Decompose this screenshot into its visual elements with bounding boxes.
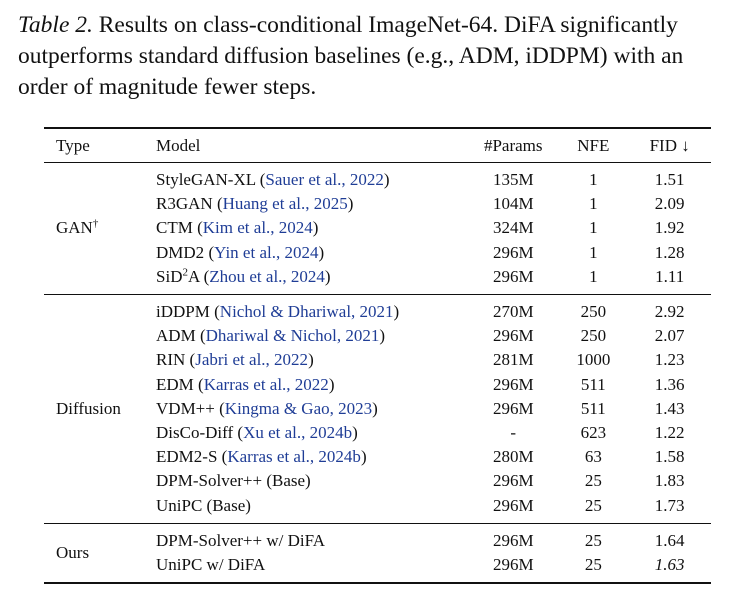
model-name: CTM <box>156 218 193 238</box>
nfe-cell: 1 <box>589 266 598 286</box>
type-label: Diffusion <box>56 398 121 418</box>
table-row <box>44 300 711 324</box>
citation-link[interactable]: Xu et al., 2024b <box>243 423 353 443</box>
params-cell: 324M <box>492 218 534 238</box>
model-name: R3GAN <box>156 194 213 214</box>
table-row <box>44 168 711 192</box>
model-cell <box>156 529 468 553</box>
model-cell: DMD2 (Yin et al., 2024) <box>156 242 325 262</box>
params-cell: 281M <box>492 350 534 370</box>
params-cell: 296M <box>492 374 534 394</box>
header-type: Type <box>56 136 90 155</box>
nfe-cell: 250 <box>580 302 607 322</box>
table-caption <box>18 10 730 103</box>
header-params: #Params <box>483 136 543 155</box>
citation-link[interactable]: Kingma & Gao, 2023 <box>224 398 373 418</box>
nfe-cell: 25 <box>584 471 602 491</box>
group-ours <box>44 523 711 583</box>
params-cell: 104M <box>492 194 534 214</box>
params-cell: 296M <box>492 471 534 491</box>
model-cell: R3GAN (Huang et al., 2025) <box>156 194 354 214</box>
nfe-cell: 25 <box>584 495 602 515</box>
model-name: EDM2-S <box>156 447 218 467</box>
fid-cell: 1.63 <box>654 555 685 575</box>
model-cell: VDM++ (Kingma & Gao, 2023) <box>156 398 378 418</box>
type-cell <box>44 300 156 518</box>
model-name: EDM <box>156 374 194 394</box>
params-cell: 280M <box>492 447 534 467</box>
model-cell <box>156 469 468 493</box>
model-cell <box>156 494 468 518</box>
model-name-superscript: 2 <box>182 266 188 279</box>
model-name: RIN <box>156 350 186 370</box>
model-cell: StyleGAN-XL (Sauer et al., 2022) <box>156 170 390 189</box>
model-cell <box>156 553 468 577</box>
model-name: ADM <box>156 326 196 346</box>
fid-cell: 1.83 <box>654 471 685 491</box>
model-cell: SiD$^2$A (Zhou et al., 2024) <box>156 266 331 286</box>
model-name: UniPC (Base) <box>156 495 251 515</box>
fid-cell: 1.51 <box>654 170 685 189</box>
params-cell: - <box>510 423 517 443</box>
model-name: DPM-Solver++ (Base) <box>156 471 311 491</box>
fid-cell: 1.28 <box>654 242 685 262</box>
header-row <box>44 128 711 163</box>
nfe-cell: 1 <box>589 170 598 189</box>
model-name: UniPC w/ DiFA <box>156 555 266 575</box>
citation-link[interactable]: Huang et al., 2025 <box>222 194 348 214</box>
params-cell: 296M <box>492 555 534 575</box>
citation-link[interactable]: Nichol & Dhariwal, 2021 <box>219 302 394 322</box>
citation-link[interactable]: Jabri et al., 2022 <box>195 350 309 370</box>
params-cell: 135M <box>492 170 534 189</box>
fid-cell: 1.73 <box>654 495 685 515</box>
type-label: GAN <box>56 218 93 238</box>
citation-link[interactable]: Yin et al., 2024 <box>214 242 319 262</box>
results-table-container <box>44 127 711 584</box>
model-name: iDDPM <box>156 302 210 322</box>
model-cell: RIN (Jabri et al., 2022) <box>156 350 314 370</box>
citation-link[interactable]: Sauer et al., 2022 <box>265 170 384 189</box>
header-fid: FID ↓ <box>649 136 690 155</box>
model-cell: iDDPM (Nichol & Dhariwal, 2021) <box>156 302 400 322</box>
model-name: DisCo-Diff <box>156 423 234 443</box>
group-diffusion <box>44 295 711 524</box>
model-name-part: A <box>187 266 200 286</box>
nfe-cell: 511 <box>580 398 606 418</box>
citation-link[interactable]: Kim et al., 2024 <box>202 218 313 238</box>
type-cell <box>44 529 156 577</box>
nfe-cell: 1000 <box>576 350 611 370</box>
model-cell: ADM (Dhariwal & Nichol, 2021) <box>156 326 386 346</box>
nfe-cell: 25 <box>584 530 602 550</box>
nfe-cell: 623 <box>580 423 607 443</box>
fid-cell: 1.11 <box>655 266 685 286</box>
params-cell: 296M <box>492 326 534 346</box>
params-cell: 296M <box>492 266 534 286</box>
nfe-cell: 1 <box>589 242 598 262</box>
nfe-cell: 25 <box>584 555 602 575</box>
fid-cell: 1.58 <box>654 447 685 467</box>
caption-label: Table 2. <box>18 12 93 38</box>
nfe-cell: 63 <box>584 447 602 467</box>
params-cell: 296M <box>492 495 534 515</box>
model-name <box>156 267 199 286</box>
citation-link[interactable]: Dhariwal & Nichol, 2021 <box>205 326 380 346</box>
nfe-cell: 511 <box>580 374 606 394</box>
nfe-cell: 1 <box>589 194 598 214</box>
header-model: Model <box>156 136 201 155</box>
header-nfe: NFE <box>577 136 610 155</box>
model-name: StyleGAN-XL <box>156 170 256 189</box>
citation-link[interactable]: Karras et al., 2024b <box>227 447 361 467</box>
type-superscript: † <box>92 217 99 230</box>
nfe-cell: 250 <box>580 326 607 346</box>
table-row <box>44 529 711 553</box>
results-table <box>44 127 711 584</box>
group-gan <box>44 163 711 295</box>
model-name-part: SiD <box>156 266 183 286</box>
model-cell: EDM (Karras et al., 2022) <box>156 374 335 394</box>
params-cell: 296M <box>492 242 534 262</box>
caption-text: Results on class-conditional ImageNet-64. DiFA significantly outperforms standard diffusion baselines (e.g., ADM, iDDPM) with an order of magnitude fewer steps. <box>18 12 684 100</box>
params-cell: 296M <box>492 530 534 550</box>
fid-cell: 1.22 <box>654 423 685 443</box>
model-name: DMD2 <box>156 242 205 262</box>
fid-cell: 2.07 <box>654 326 685 346</box>
type-label: Ours <box>56 542 90 562</box>
fid-cell: 1.43 <box>654 398 685 418</box>
model-cell: CTM (Kim et al., 2024) <box>156 218 319 238</box>
type-cell <box>44 168 156 289</box>
model-name: VDM++ <box>156 398 215 418</box>
fid-cell: 2.92 <box>654 302 685 322</box>
fid-cell: 1.36 <box>654 374 685 394</box>
fid-cell: 1.64 <box>654 530 685 550</box>
model-name: DPM-Solver++ w/ DiFA <box>156 530 326 550</box>
params-cell: 296M <box>492 398 534 418</box>
params-cell: 270M <box>492 302 534 322</box>
nfe-cell: 1 <box>589 218 598 238</box>
citation-link[interactable]: Zhou et al., 2024 <box>209 266 325 286</box>
fid-cell: 2.09 <box>654 194 685 214</box>
citation-link[interactable]: Karras et al., 2022 <box>203 374 329 394</box>
model-cell: EDM2-S (Karras et al., 2024b) <box>156 447 367 467</box>
fid-cell: 1.23 <box>654 350 685 370</box>
spacer-row <box>44 577 711 583</box>
fid-cell: 1.92 <box>654 218 685 238</box>
table-header <box>44 128 711 163</box>
model-cell: DisCo-Diff (Xu et al., 2024b) <box>156 423 358 443</box>
